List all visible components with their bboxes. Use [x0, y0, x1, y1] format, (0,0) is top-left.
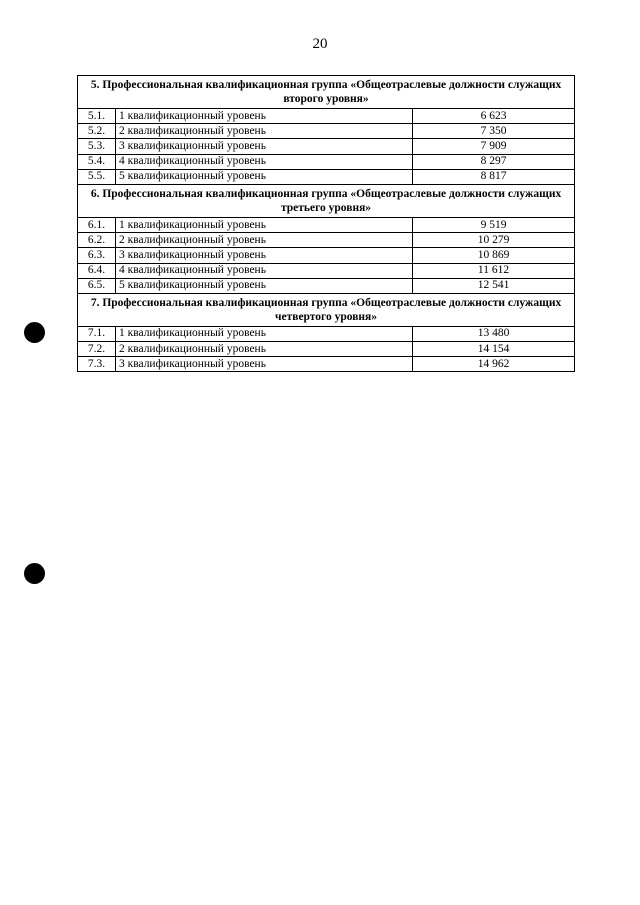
row-level-name: 5 квалификационный уровень [116, 169, 413, 184]
row-level-name: 5 квалификационный уровень [116, 278, 413, 293]
row-level-name: 2 квалификационный уровень [116, 342, 413, 357]
table-row [78, 326, 575, 341]
row-salary-value: 14 154 [413, 342, 575, 357]
row-level-name: 2 квалификационный уровень [116, 233, 413, 248]
table-row [78, 263, 575, 278]
group-title: 5. Профессиональная квалификационная группа «Общеотраслевые должности служащих второго уровня» [78, 76, 575, 109]
table-row [78, 124, 575, 139]
row-number: 7.3. [78, 357, 116, 372]
row-salary-value: 14 962 [413, 357, 575, 372]
row-level-name: 4 квалификационный уровень [116, 154, 413, 169]
row-number: 6.1. [78, 217, 116, 232]
row-number: 6.4. [78, 263, 116, 278]
salary-table [77, 75, 575, 372]
row-number: 5.1. [78, 109, 116, 124]
row-salary-value: 12 541 [413, 278, 575, 293]
table-row [78, 278, 575, 293]
group-header-row [78, 293, 575, 326]
group-header-row [78, 76, 575, 109]
row-level-name: 1 квалификационный уровень [116, 217, 413, 232]
row-number: 5.5. [78, 169, 116, 184]
table-row [78, 139, 575, 154]
page-number: 20 [312, 36, 328, 52]
row-salary-value: 8 297 [413, 154, 575, 169]
row-number: 5.4. [78, 154, 116, 169]
table-row [78, 109, 575, 124]
row-salary-value: 11 612 [413, 263, 575, 278]
row-level-name: 2 квалификационный уровень [116, 124, 413, 139]
table-row [78, 233, 575, 248]
table-row [78, 248, 575, 263]
row-salary-value: 8 817 [413, 169, 575, 184]
row-number: 7.1. [78, 326, 116, 341]
row-salary-value: 10 279 [413, 233, 575, 248]
row-number: 6.3. [78, 248, 116, 263]
punch-hole [24, 563, 45, 584]
table-row [78, 169, 575, 184]
row-salary-value: 10 869 [413, 248, 575, 263]
row-salary-value: 6 623 [413, 109, 575, 124]
row-level-name: 3 квалификационный уровень [116, 248, 413, 263]
row-salary-value: 9 519 [413, 217, 575, 232]
punch-hole [24, 322, 45, 343]
row-level-name: 4 квалификационный уровень [116, 263, 413, 278]
table-row [78, 342, 575, 357]
row-level-name: 1 квалификационный уровень [116, 109, 413, 124]
row-salary-value: 7 350 [413, 124, 575, 139]
row-salary-value: 7 909 [413, 139, 575, 154]
row-salary-value: 13 480 [413, 326, 575, 341]
row-number: 6.2. [78, 233, 116, 248]
group-header-row [78, 184, 575, 217]
row-number: 7.2. [78, 342, 116, 357]
table-row [78, 357, 575, 372]
row-level-name: 3 квалификационный уровень [116, 139, 413, 154]
row-number: 5.2. [78, 124, 116, 139]
table-row [78, 154, 575, 169]
group-title: 7. Профессиональная квалификационная группа «Общеотраслевые должности служащих четвертого уровня» [78, 293, 575, 326]
row-level-name: 1 квалификационный уровень [116, 326, 413, 341]
table-row [78, 217, 575, 232]
row-number: 6.5. [78, 278, 116, 293]
row-number: 5.3. [78, 139, 116, 154]
row-level-name: 3 квалификационный уровень [116, 357, 413, 372]
group-title: 6. Профессиональная квалификационная группа «Общеотраслевые должности служащих третьего уровня» [78, 184, 575, 217]
